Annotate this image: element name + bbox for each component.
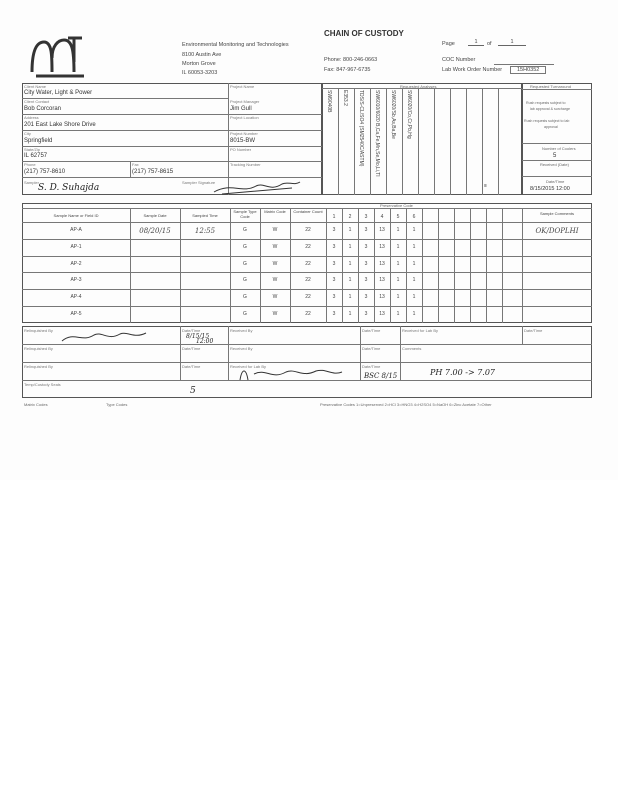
phone-label: Phone bbox=[24, 162, 36, 167]
col-pres-4: 4 bbox=[380, 214, 384, 220]
pres-5: 1 bbox=[396, 311, 400, 317]
company-address-1: 8100 Austin Ave bbox=[182, 52, 222, 58]
tat-note-2: lab approval & surcharge bbox=[530, 107, 570, 111]
sample-type: G bbox=[243, 277, 247, 284]
pres-4: 13 bbox=[379, 227, 385, 233]
form-title: CHAIN OF CUSTODY bbox=[324, 29, 404, 38]
pres-1: 3 bbox=[332, 311, 336, 317]
coolers-label: Number of Coolers bbox=[542, 146, 576, 151]
container-count: 22 bbox=[305, 227, 311, 233]
container-count: 22 bbox=[305, 277, 311, 284]
sample-id: AP-3 bbox=[70, 277, 82, 284]
coolers-count: 5 bbox=[553, 153, 557, 159]
pres-3: 3 bbox=[364, 277, 368, 284]
pres-1: 3 bbox=[332, 243, 336, 250]
matrix-code: W bbox=[272, 277, 278, 284]
relinquished-by-label-3: Relinquished By bbox=[24, 364, 53, 369]
col-container-count: Container Count bbox=[293, 209, 323, 214]
emt-logo bbox=[28, 32, 88, 78]
date-time-label-7: Date/Time bbox=[362, 364, 381, 369]
project-name-label: Project Name bbox=[230, 84, 255, 89]
client-fax: (217) 757-8615 bbox=[132, 169, 174, 175]
matrix-code: W bbox=[272, 294, 278, 301]
date-time-label-6: Date/Time bbox=[182, 364, 201, 369]
lab-received-date: BSC 8/15 bbox=[364, 372, 398, 380]
pres-3: 3 bbox=[364, 243, 368, 250]
received-by-label-1: Received By bbox=[230, 328, 253, 333]
col-sample-comments: Sample Comments bbox=[539, 211, 574, 216]
datetime-label: Date/Time bbox=[546, 179, 565, 184]
work-order-number: 15H0352 bbox=[510, 66, 546, 74]
tat-note-3: Rush requests subject to lab bbox=[524, 119, 570, 123]
sample-id: AP-1 bbox=[70, 243, 82, 250]
date-time-label-3: Date/Time bbox=[524, 328, 543, 333]
tracking-number-label: Tracking Number bbox=[230, 162, 261, 167]
ph-note: PH 7.00 -> 7.07 bbox=[430, 368, 496, 377]
comments-label: Comments bbox=[402, 346, 422, 351]
received-datetime: 8/15/2015 12:00 bbox=[530, 186, 570, 192]
sample-type: G bbox=[243, 243, 247, 250]
preservative-header: Preservative Code bbox=[380, 203, 413, 208]
company-name: Environmental Monitoring and Technologies bbox=[182, 42, 289, 48]
page-number: 1 bbox=[468, 39, 484, 46]
pres-6: 1 bbox=[412, 294, 416, 301]
relinquished-by-label-2: Relinquished By bbox=[24, 346, 53, 351]
temp-label: Temp/Custody Seals bbox=[24, 382, 61, 387]
analysis-5: SW6020/Sb,As,Ba,Be bbox=[390, 90, 396, 139]
pres-6: 1 bbox=[412, 227, 416, 233]
analysis-1: SW9040B bbox=[326, 90, 332, 113]
matrix-code: W bbox=[272, 227, 278, 233]
received-lab-signature bbox=[236, 366, 346, 382]
company-address-3: IL 60053-3203 bbox=[182, 70, 218, 76]
pres-2: 1 bbox=[348, 260, 352, 267]
received-label: Received (Date) bbox=[540, 162, 569, 167]
coc-number-label: COC Number bbox=[442, 57, 476, 63]
col-sample-name: Sample Name or Field ID bbox=[53, 213, 99, 218]
pres-2: 1 bbox=[348, 311, 352, 317]
date-time-label-1: Date/Time bbox=[182, 328, 201, 333]
col-matrix: Matrix Code bbox=[264, 209, 286, 214]
sample-id: AP-A bbox=[70, 227, 82, 233]
tat-header: Requested Turnaround bbox=[530, 84, 571, 89]
page-label: Page bbox=[442, 41, 455, 47]
pres-5: 1 bbox=[396, 294, 400, 301]
client-contact-label: Client Contact bbox=[24, 99, 50, 104]
container-count: 22 bbox=[305, 260, 311, 267]
sample-id: AP-2 bbox=[70, 260, 82, 267]
page-total: 1 bbox=[498, 39, 526, 46]
type-codes: Type Codes bbox=[106, 402, 128, 407]
client-city: Springfield bbox=[24, 138, 53, 144]
of-label: of bbox=[487, 41, 492, 47]
state-label: State/Zip bbox=[24, 147, 41, 152]
city-label: City bbox=[24, 131, 31, 136]
pres-3: 3 bbox=[364, 311, 368, 317]
fax-label: Fax bbox=[132, 162, 139, 167]
pres-5: 1 bbox=[396, 243, 400, 250]
pres-1: 3 bbox=[332, 294, 336, 301]
received-lab-label-2: Received for Lab By bbox=[230, 364, 267, 369]
date-time-label-4: Date/Time bbox=[182, 346, 201, 351]
project-number: 8015-BW bbox=[230, 138, 256, 144]
pres-5: 1 bbox=[396, 277, 400, 284]
pres-2: 1 bbox=[348, 227, 352, 233]
analysis-3: TDS/S-CL/SO4 (SM2540C/ASTM) bbox=[358, 90, 364, 167]
pres-4: 13 bbox=[379, 243, 385, 250]
col-pres-5: 5 bbox=[396, 214, 400, 220]
received-lab-label: Received for Lab By bbox=[402, 328, 439, 333]
col-pres-1: 1 bbox=[332, 214, 336, 220]
pres-2: 1 bbox=[348, 277, 352, 284]
received-by-label-2: Received By bbox=[230, 346, 253, 351]
sampler-signature bbox=[212, 178, 302, 196]
client-contact: Bob Corcoran bbox=[24, 106, 62, 112]
container-count: 22 bbox=[305, 243, 311, 250]
sample-type: G bbox=[243, 294, 247, 301]
col-sample-type: Sample Type Code bbox=[233, 209, 257, 219]
matrix-code: W bbox=[272, 243, 278, 250]
project-location-label: Project Location bbox=[230, 115, 259, 120]
matrix-code: W bbox=[272, 260, 278, 267]
pres-2: 1 bbox=[348, 243, 352, 250]
sample-id: AP-4 bbox=[70, 294, 82, 301]
company-address-2: Morton Grove bbox=[182, 61, 216, 67]
pres-4: 13 bbox=[379, 260, 385, 267]
analysis-4: SW6010/6020 B,Ca,Fe,Mn,Se,Mo,Li,Tl bbox=[374, 90, 380, 177]
pres-4: 13 bbox=[379, 311, 385, 317]
sample-id: AP-5 bbox=[70, 311, 82, 317]
pres-1: 3 bbox=[332, 277, 336, 284]
relinquished-signature bbox=[60, 329, 150, 345]
pres-6: 1 bbox=[412, 243, 416, 250]
preservative-codes: Preservative Codes 1=Unpreserved 2=HCl 3=HNO3 4=H2SO4 5=NaOH 6=Zinc Acetate 7=Other bbox=[320, 402, 492, 407]
pres-3: 3 bbox=[364, 227, 368, 233]
sample-comment: OK/DOPLHI bbox=[535, 227, 579, 235]
check-mark: ≡ bbox=[484, 183, 487, 189]
pres-2: 1 bbox=[348, 294, 352, 301]
analyses-header: Requested Analyses bbox=[400, 84, 437, 89]
client-state: IL 62757 bbox=[24, 153, 48, 159]
col-sampled-time: Sampled Time bbox=[192, 213, 218, 218]
client-phone: (217) 757-8610 bbox=[24, 169, 66, 175]
pres-6: 1 bbox=[412, 260, 416, 267]
sampler-label: Sampler bbox=[24, 180, 39, 185]
pres-3: 3 bbox=[364, 294, 368, 301]
po-number-label: PO Number bbox=[230, 147, 252, 152]
client-name-label: Client Name bbox=[24, 84, 47, 89]
project-number-label: Project Number bbox=[230, 131, 258, 136]
analysis-2: E353.2 bbox=[342, 90, 348, 106]
col-pres-3: 3 bbox=[364, 214, 368, 220]
pres-5: 1 bbox=[396, 227, 400, 233]
relinquished-date: 8/15/15 bbox=[186, 333, 210, 340]
container-count: 22 bbox=[305, 311, 311, 317]
project-manager-label: Project Manager bbox=[230, 99, 260, 104]
col-pres-2: 2 bbox=[348, 214, 352, 220]
pres-4: 13 bbox=[379, 294, 385, 301]
pres-6: 1 bbox=[412, 311, 416, 317]
lab-fax: Fax: 847-967-6735 bbox=[324, 67, 371, 73]
analysis-6: SW6020/Co,Cr,Pb,Hg bbox=[406, 90, 412, 139]
sample-date: 08/20/15 bbox=[139, 227, 171, 235]
sample-type: G bbox=[243, 260, 247, 267]
client-name: City Water, Light & Power bbox=[24, 90, 93, 96]
requested-analyses bbox=[322, 83, 522, 195]
tat-note-4: approval bbox=[544, 125, 558, 129]
pres-6: 1 bbox=[412, 277, 416, 284]
date-time-label-5: Date/Time bbox=[362, 346, 381, 351]
sample-type: G bbox=[243, 227, 247, 233]
pres-1: 3 bbox=[332, 227, 336, 233]
col-pres-6: 6 bbox=[412, 214, 416, 220]
date-time-label-2: Date/Time bbox=[362, 328, 381, 333]
matrix-code: W bbox=[272, 311, 278, 317]
relinquished-time: 12:00 bbox=[196, 338, 214, 345]
relinquished-by-label-1: Relinquished By bbox=[24, 328, 53, 333]
sampler-name: S. D. Suhajda bbox=[38, 183, 100, 193]
pres-3: 3 bbox=[364, 260, 368, 267]
container-count: 22 bbox=[305, 294, 311, 301]
tat-note-1: Rush requests subject to bbox=[526, 101, 566, 105]
work-order-label: Lab Work Order Number bbox=[442, 67, 503, 73]
address-label: Address bbox=[24, 115, 39, 120]
pres-4: 13 bbox=[379, 277, 385, 284]
pres-5: 1 bbox=[396, 260, 400, 267]
sample-type: G bbox=[243, 311, 247, 317]
sampler-signature-label: Sampler Signature bbox=[182, 180, 216, 185]
matrix-codes: Matrix Codes bbox=[24, 402, 48, 407]
project-manager: Jim Gull bbox=[230, 106, 252, 112]
cooler-temp: 5 bbox=[190, 386, 196, 396]
pres-1: 3 bbox=[332, 260, 336, 267]
sample-time: 12:55 bbox=[194, 227, 216, 235]
client-address: 201 East Lake Shore Drive bbox=[24, 122, 96, 128]
col-sample-date: Sample Date bbox=[143, 213, 167, 218]
lab-phone: Phone: 800-246-0663 bbox=[324, 57, 378, 63]
